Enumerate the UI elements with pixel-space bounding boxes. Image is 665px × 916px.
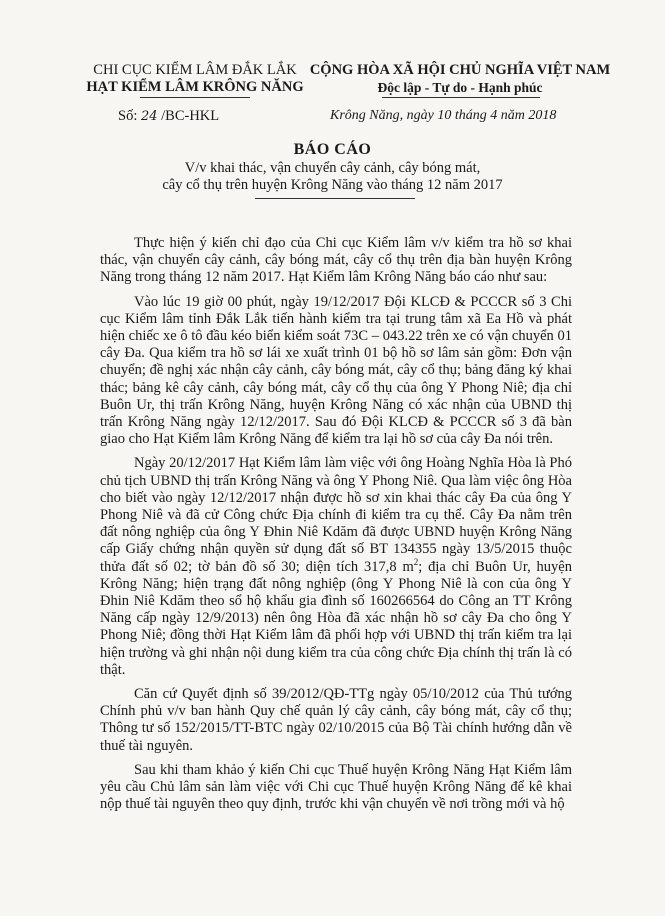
paragraph-legal-basis: Căn cứ Quyết định số 39/2012/QĐ-TTg ngày 05/10/2012 của Thủ tướng Chính phủ v/v ban hành Quy chế quản lý cây cảnh, cây bóng mát, cây cổ thụ; Thông tư số 152/2015/TT-BTC ngày 02/10/2015 của Bộ Tài chính hướng dẫn về thuế tài nguyên. (100, 686, 572, 754)
subject-line-2: cây cổ thụ trên huyện Krông Năng vào tháng 12 năm 2017 (162, 177, 503, 193)
document-number-suffix: /BC-HKL (157, 108, 220, 124)
subject-line-1: V/v khai thác, vận chuyển cây cảnh, cây bóng mát, (184, 160, 481, 176)
paragraph-inspection: Vào lúc 19 giờ 00 phút, ngày 19/12/2017 Đội KLCĐ & PCCCR số 3 Chi cục Kiểm lâm tỉnh Đắk Lắk tiến hành kiểm tra tại trung tâm xã Ea Hồ và phát hiện chiếc xe ô tô đầu kéo biển kiểm soát 73C – 043.22 trên xe có vận chuyển 01 cây Đa. Qua kiểm tra hồ sơ lái xe xuất trình 01 bộ hồ sơ lâm sản gồm: Đơn vận chuyển; đề nghị xác nhận cây cảnh, cây bóng mát, cây cổ thụ; bảng đăng ký khai thác; bảng kê cây cảnh, cây bóng mát, cây cổ thụ của ông Y Phong Niê; địa chỉ Buôn Ur, thị trấn Krông Năng, huyện Krông Năng có xác nhận của UBND thị trấn Krông Năng ngày 12/12/2017. Sau đó Đội KLCĐ & PCCCR số 3 đã bàn giao cho Hạt Kiểm lâm Krông Năng để kiểm tra lại hồ sơ của cây Đa nói trên. (100, 293, 572, 448)
report-body (100, 235, 572, 821)
motto-underline (382, 97, 540, 98)
document-number (118, 108, 219, 125)
nation-name: CỘNG HÒA XÃ HỘI CHỦ NGHĨA VIỆT NAM (309, 62, 611, 78)
paragraph-verification-part-1: Ngày 20/12/2017 Hạt Kiểm lâm làm việc với ông Hoàng Nghĩa Hòa là Phó chủ tịch UBND thị trấn Krông Năng và ông Y Phong Niê. Qua làm việc ông Hòa cho biết vào ngày 12/12/2017 nhận được hồ sơ xin khai thác cây Đa của ông Y Phong Niê và đã cử Công chức Địa chính đi kiểm tra cụ thể. Cây Đa nằm trên đất nông nghiệp của ông Y Đhin Niê Kdăm đã được UBND huyện Krông Năng cấp Giấy chứng nhận quyền sử dụng đất số BT 134355 ngày 13/5/2015 thuộc thửa đất số 02; tờ bản đồ số 30; diện tích 317,8 m (100, 455, 572, 575)
agency-underline (140, 97, 250, 98)
document-number-prefix: Số: (118, 108, 141, 124)
parent-agency: CHI CỤC KIỂM LÂM ĐẮK LẮK (93, 62, 297, 78)
issuing-agency-block (70, 62, 320, 96)
paragraph-verification-part-2: ; địa chỉ Buôn Ur, huyện Krông Năng; hiện trạng đất nông nghiệp (ông Y Phong Niê là con của ông Y Đhin Niê Kdăm theo sổ hộ khẩu gia đình số 160266564 do Công an TT Krông Năng cấp ngày 12/9/2013) nên ông Hòa đã xác nhận hồ sơ cây Đa cho ông Y Phong Niê; đồng thời Hạt Kiểm lâm đã phối hợp với UBND thị trấn kiểm tra lại hiện trường và ghi nhận nội dung kiểm tra của công chức Địa chính thị trấn là có thật. (100, 558, 572, 678)
national-motto: Độc lập - Tự do - Hạnh phúc (377, 80, 543, 95)
agency-name: HẠT KIỂM LÂM KRÔNG NĂNG (86, 79, 304, 95)
document-number-value: 24 (140, 109, 158, 124)
document-title: BÁO CÁO (293, 141, 372, 158)
document-subject (0, 160, 665, 194)
place-and-date: Krông Năng, ngày 10 tháng 4 năm 2018 (330, 108, 557, 123)
national-header-block (290, 62, 630, 96)
area-unit-superscript: 2 (413, 556, 419, 567)
paragraph-conclusion: Sau khi tham khảo ý kiến Chi cục Thuế huyện Krông Năng Hạt Kiểm lâm yêu cầu Chủ lâm sản làm việc với Chi cục Thuế huyện Krông Năng để kê khai nộp thuế tài nguyên theo quy định, trước khi vận chuyển về nơi trồng mới và hộ (100, 761, 572, 813)
subject-underline (255, 198, 415, 199)
paragraph-verification (100, 455, 572, 679)
paragraph-intro: Thực hiện ý kiến chỉ đạo của Chi cục Kiểm lâm v/v kiểm tra hồ sơ khai thác, vận chuyển cây cảnh, cây bóng mát, cây cổ thụ trên địa bàn huyện Krông Năng trong tháng 12 năm 2017. Hạt Kiểm lâm Krông Năng báo cáo như sau: (100, 235, 572, 286)
